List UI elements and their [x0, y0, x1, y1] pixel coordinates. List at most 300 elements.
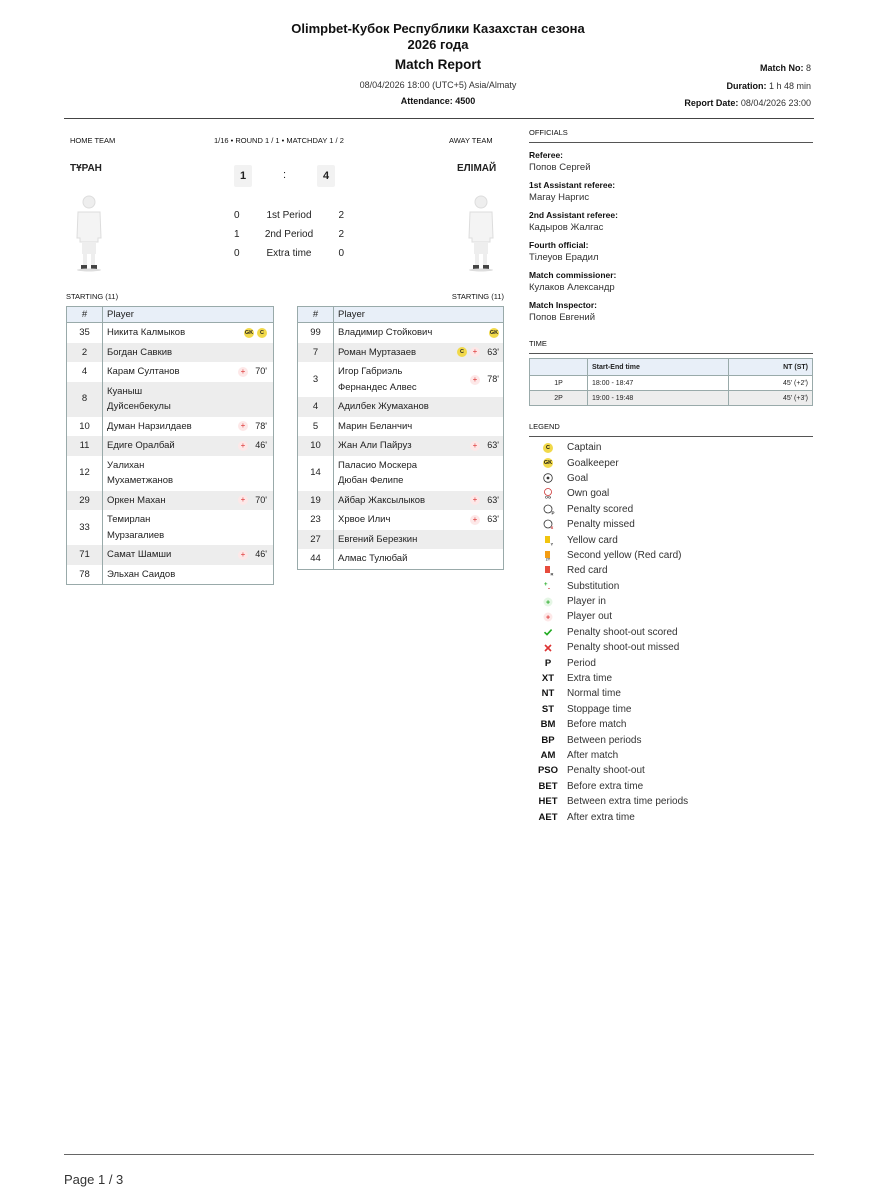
player-cell-content — [338, 512, 499, 528]
player-number: 35 — [67, 323, 103, 343]
legend-text: Between periods — [567, 734, 642, 746]
svg-text:+: + — [545, 599, 551, 607]
player-name: Алмас Тулюбай — [338, 553, 408, 564]
player-name: Эльхан Саидов — [107, 568, 176, 580]
legend-text: Penalty shoot-out scored — [567, 626, 678, 638]
duration-label: Duration: — [726, 81, 767, 91]
player-cell-content — [338, 493, 499, 509]
player-number: 4 — [67, 362, 103, 382]
legend-item — [529, 609, 813, 624]
legend-item — [529, 517, 813, 532]
player-number: 4 — [298, 397, 334, 417]
player-badges — [439, 345, 499, 361]
player-cell — [103, 491, 274, 511]
player-out-icon: + — [470, 441, 480, 451]
time-nt-st: 45' (+3') — [728, 391, 812, 406]
player-cell — [334, 456, 504, 491]
time-nt-st: 45' (+2') — [728, 376, 812, 391]
period-scores — [234, 206, 344, 263]
column-header-start-end: Start-End time — [588, 359, 729, 376]
legend-symbol — [529, 643, 567, 653]
player-name: Карам Султанов — [107, 366, 180, 377]
player-name: Паласио Москера Дюбан Фелипе — [338, 459, 418, 486]
report-date — [684, 98, 811, 108]
player-cell — [103, 510, 274, 545]
official-item — [529, 150, 813, 173]
official-item — [529, 180, 813, 203]
legend-item — [529, 794, 813, 809]
svg-text:-: - — [548, 586, 550, 593]
table-row — [298, 456, 504, 491]
player-number: 10 — [67, 417, 103, 437]
column-header-period — [530, 359, 588, 376]
legend-symbol — [529, 565, 567, 576]
player-badges — [207, 438, 267, 454]
player-number: 14 — [298, 456, 334, 491]
captain-badge-icon: C — [543, 443, 553, 453]
official-name: Тілеуов Ерадил — [529, 252, 599, 263]
player-name: Самат Шамши — [107, 549, 172, 560]
legend-item — [529, 440, 813, 455]
legend-text: Stoppage time — [567, 703, 632, 715]
period-name: 2nd Period — [264, 229, 314, 240]
player-cell — [334, 323, 504, 343]
period-row — [234, 244, 344, 263]
header-divider — [64, 118, 814, 119]
legend-symbol: ST — [541, 703, 555, 715]
player-number: 8 — [67, 382, 103, 417]
legend-item — [529, 455, 813, 470]
legend-text: Penalty shoot-out missed — [567, 642, 680, 654]
player-name: Владимир Стойкович — [338, 327, 433, 338]
player-badges — [439, 512, 499, 528]
player-number: 10 — [298, 436, 334, 456]
player-cell — [103, 565, 274, 585]
time-period: 1P — [530, 376, 588, 391]
page-number: Page 1 / 3 — [64, 1172, 124, 1187]
report-date-value: 08/04/2026 23:00 — [740, 98, 811, 108]
table-row — [67, 510, 274, 545]
table-header-row — [67, 307, 274, 323]
official-role: Match commissioner: — [529, 270, 617, 280]
player-cell-content — [107, 567, 269, 583]
svg-text:OG: OG — [544, 494, 552, 500]
player-cell — [103, 343, 274, 363]
substitution-minute: 63' — [487, 494, 499, 505]
player-number: 71 — [67, 545, 103, 565]
table-row — [67, 545, 274, 565]
goalkeeper-badge-icon: GK — [489, 329, 499, 336]
shootout-missed-icon — [543, 643, 553, 653]
table-row — [298, 323, 504, 343]
legend-item — [529, 502, 813, 517]
legend-text: Yellow card — [567, 534, 618, 546]
substitution-icon — [543, 581, 553, 591]
table-row — [67, 436, 274, 456]
player-number: 99 — [298, 323, 334, 343]
legend-symbol: AET — [538, 811, 558, 823]
period-row — [234, 206, 344, 225]
period-name: 1st Period — [266, 210, 312, 221]
goalkeeper-badge-icon: GK — [244, 329, 254, 336]
player-cell — [103, 436, 274, 456]
legend-symbol — [529, 504, 567, 515]
legend-text: Normal time — [567, 688, 621, 700]
player-name: Никита Калмыков — [107, 327, 186, 338]
player-out-icon: + — [470, 347, 480, 357]
period-row — [234, 225, 344, 244]
player-cell — [334, 436, 504, 456]
table-header-row — [298, 307, 504, 323]
player-badges — [207, 547, 267, 563]
player-cell-content — [338, 399, 499, 415]
player-cell-content — [107, 384, 269, 415]
time-period: 2P — [530, 391, 588, 406]
substitution-minute: 78' — [487, 373, 499, 384]
player-cell — [334, 343, 504, 363]
substitution-minute: 46' — [255, 549, 267, 559]
legend-text: Goal — [567, 472, 589, 484]
legend-symbol — [529, 581, 567, 591]
legend-item — [529, 748, 813, 763]
duration — [726, 81, 811, 91]
legend-symbol — [529, 458, 567, 468]
player-out-icon: + — [238, 495, 248, 505]
legend-item — [529, 702, 813, 717]
table-row — [67, 362, 274, 382]
footer-divider — [64, 1154, 814, 1155]
legend-symbol: NT — [541, 688, 555, 700]
player-name: Куаныш Дуйсенбекулы — [107, 385, 171, 412]
period-home-score: 1 — [234, 229, 240, 240]
legend-text: Penalty shoot-out — [567, 765, 645, 777]
substitution-minute: 70' — [255, 494, 267, 505]
season-title: 2026 года — [407, 37, 469, 52]
legend-text: Between extra time periods — [567, 796, 689, 808]
legend-item — [529, 594, 813, 609]
table-row — [530, 376, 813, 391]
column-header-player: Player — [103, 307, 274, 323]
away-lineup-table — [297, 306, 504, 570]
player-cell-content — [338, 345, 499, 361]
substitution-minute: 63' — [487, 346, 499, 357]
legend-item — [529, 732, 813, 747]
report-header — [0, 20, 848, 120]
official-role: 1st Assistant referee: — [529, 180, 616, 190]
table-row — [298, 397, 504, 417]
competition-title: Olimpbet-Кубок Республики Казахстан сезона — [291, 21, 585, 36]
legend-title: LEGEND — [529, 422, 813, 437]
player-in-icon — [543, 597, 553, 607]
legend-symbol — [529, 519, 567, 530]
match-number-value: 8 — [805, 63, 811, 73]
player-cell-content — [338, 438, 499, 454]
goalkeeper-badge-icon: GK — [543, 460, 553, 467]
table-row — [298, 510, 504, 530]
player-name: Роман Муртазаев — [338, 346, 417, 358]
legend-symbol — [529, 488, 567, 499]
player-cell-content — [107, 438, 269, 454]
legend-text: Second yellow (Red card) — [567, 549, 682, 561]
player-number: 27 — [298, 530, 334, 550]
official-name: Магау Наргис — [529, 192, 590, 203]
table-row — [298, 417, 504, 437]
svg-text:×: × — [550, 525, 553, 532]
legend-item — [529, 579, 813, 594]
away-starting-label: STARTING (11) — [451, 292, 504, 301]
official-role: Fourth official: — [529, 240, 589, 250]
substitution-minute: 63' — [487, 440, 499, 450]
substitution-minute: 63' — [487, 514, 499, 524]
official-name: Кадыров Жалгас — [529, 222, 604, 233]
legend-item — [529, 640, 813, 655]
table-row — [67, 323, 274, 343]
player-badges — [439, 372, 499, 388]
player-cell-content — [107, 458, 269, 489]
legend-list — [529, 440, 813, 825]
table-row — [298, 530, 504, 550]
player-name: Игор Габриэль Фернандес Алвес — [338, 366, 417, 393]
away-team-name: ЕЛІМАЙ — [457, 163, 497, 174]
player-name: Адилбек Жумаханов — [338, 401, 429, 412]
captain-badge-icon: C — [257, 328, 267, 338]
officials-list — [529, 150, 813, 323]
legend-symbol — [529, 627, 567, 637]
shootout-scored-icon — [543, 627, 553, 637]
player-cell — [103, 545, 274, 565]
player-name: Оркен Махан — [107, 494, 166, 506]
column-header-number: # — [298, 307, 334, 323]
table-row — [298, 362, 504, 397]
player-name: Жан Али Пайруз — [338, 440, 412, 451]
away-player-silhouette-icon — [466, 194, 496, 272]
legend-item — [529, 717, 813, 732]
away-team-label: AWAY TEAM — [449, 136, 493, 145]
table-row — [298, 436, 504, 456]
player-cell — [334, 530, 504, 550]
official-role: 2nd Assistant referee: — [529, 210, 618, 220]
player-cell-content — [107, 345, 269, 361]
table-row — [67, 417, 274, 437]
player-number: 11 — [67, 436, 103, 456]
official-item — [529, 210, 813, 233]
legend-symbol — [529, 535, 567, 546]
legend-text: Penalty missed — [567, 519, 635, 531]
substitution-minute: 70' — [255, 366, 267, 376]
home-starting-label: STARTING (11) — [66, 292, 119, 301]
table-row — [67, 456, 274, 491]
report-title: Match Report — [394, 57, 482, 72]
red-card-icon — [543, 565, 553, 576]
player-out-icon: + — [470, 375, 480, 385]
player-cell — [334, 362, 504, 397]
second-yellow-icon — [543, 550, 553, 561]
player-name: Едиге Оралбай — [107, 440, 175, 451]
period-away-score: 0 — [338, 248, 344, 259]
player-badges — [207, 419, 267, 435]
away-score: 4 — [317, 165, 335, 187]
table-row — [530, 391, 813, 406]
period-name: Extra time — [266, 248, 312, 259]
home-team-label: HOME TEAM — [70, 136, 116, 145]
legend-symbol: BP — [541, 734, 555, 746]
legend-item — [529, 486, 813, 501]
table-header-row — [530, 359, 813, 376]
sidebar-section — [529, 128, 813, 825]
legend-symbol — [529, 612, 567, 622]
player-name: Хрвое Илич — [338, 514, 391, 525]
legend-item — [529, 809, 813, 824]
player-badges — [207, 493, 267, 509]
player-cell-content — [338, 532, 499, 548]
table-row — [67, 382, 274, 417]
legend-item — [529, 625, 813, 640]
table-row — [298, 343, 504, 363]
official-item — [529, 270, 813, 293]
player-cell-content — [338, 419, 499, 435]
legend-symbol: P — [544, 657, 552, 669]
ball-icon — [543, 473, 553, 483]
legend-text: Red card — [567, 565, 608, 577]
period-home-score: 0 — [234, 210, 240, 221]
player-number: 33 — [67, 510, 103, 545]
player-number: 78 — [67, 565, 103, 585]
player-out-icon: + — [470, 515, 480, 525]
legend-item — [529, 763, 813, 778]
player-cell-content — [107, 512, 269, 543]
legend-item — [529, 548, 813, 563]
player-cell — [103, 382, 274, 417]
player-out-icon: + — [238, 421, 248, 431]
player-badges — [439, 493, 499, 509]
legend-symbol — [529, 550, 567, 561]
period-away-score: 2 — [338, 229, 344, 240]
player-cell — [334, 397, 504, 417]
player-number: 3 — [298, 362, 334, 397]
legend-item — [529, 471, 813, 486]
svg-text:R: R — [550, 571, 554, 577]
player-number: 7 — [298, 343, 334, 363]
legend-text: Extra time — [567, 673, 613, 685]
substitution-minute: 46' — [255, 440, 267, 450]
player-out-icon — [543, 612, 553, 622]
player-cell — [103, 323, 274, 343]
svg-text:Y: Y — [550, 541, 554, 547]
column-header-player: Player — [334, 307, 504, 323]
captain-badge-icon: C — [457, 347, 467, 357]
table-row — [298, 491, 504, 511]
player-cell-content — [338, 551, 499, 567]
legend-text: Substitution — [567, 580, 620, 592]
official-item — [529, 240, 813, 263]
player-cell — [103, 456, 274, 491]
player-number: 23 — [298, 510, 334, 530]
official-name: Попов Евгений — [529, 312, 596, 323]
table-row — [67, 343, 274, 363]
legend-text: Period — [567, 657, 596, 669]
player-name: Думан Нарзилдаев — [107, 420, 192, 432]
legend-item — [529, 671, 813, 686]
legend-symbol: PSO — [537, 765, 559, 777]
player-cell — [334, 491, 504, 511]
player-out-icon: + — [238, 441, 248, 451]
player-cell — [103, 417, 274, 437]
legend-text: After match — [567, 750, 619, 761]
player-name: Богдан Савкив — [107, 346, 173, 358]
official-item — [529, 300, 813, 323]
own-goal-icon — [543, 488, 553, 499]
legend-symbol — [529, 597, 567, 607]
svg-text:+: + — [544, 582, 548, 589]
legend-text: Goalkeeper — [567, 457, 619, 469]
legend-symbol: AM — [540, 750, 556, 761]
legend-text: Captain — [567, 442, 602, 454]
legend-text: Before match — [567, 719, 627, 731]
player-cell-content — [338, 325, 499, 341]
svg-text:P: P — [551, 510, 555, 516]
legend-item — [529, 686, 813, 701]
player-cell-content — [107, 547, 269, 563]
player-badges — [207, 364, 267, 380]
player-cell-content — [107, 419, 269, 435]
player-cell-content — [338, 364, 499, 395]
player-cell-content — [107, 325, 269, 341]
legend-item — [529, 655, 813, 670]
svg-text:+: + — [545, 614, 551, 622]
duration-value: 1 h 48 min — [768, 81, 811, 91]
home-lineup-table — [66, 306, 274, 585]
official-role: Referee: — [529, 150, 564, 160]
player-number: 19 — [298, 491, 334, 511]
player-number: 12 — [67, 456, 103, 491]
period-away-score: 2 — [338, 210, 344, 221]
official-role: Match Inspector: — [529, 300, 598, 310]
official-name: Кулаков Александр — [529, 282, 615, 293]
match-number-label: Match No: — [759, 63, 804, 73]
player-badges — [207, 328, 267, 338]
table-row — [298, 549, 504, 569]
legend-text: Penalty scored — [567, 503, 634, 515]
svg-text:2Y: 2Y — [545, 557, 551, 562]
legend-text: Player out — [567, 611, 613, 623]
legend-item — [529, 779, 813, 794]
player-number: 2 — [67, 343, 103, 363]
player-cell — [334, 417, 504, 437]
officials-title: OFFICIALS — [529, 128, 813, 143]
player-name: Марин Беланчич — [338, 420, 413, 432]
time-title: TIME — [529, 339, 813, 354]
table-row — [67, 491, 274, 511]
player-cell — [334, 549, 504, 569]
report-date-label: Report Date: — [684, 98, 739, 108]
player-name: Уалихан Мухаметжанов — [107, 459, 174, 486]
time-table — [529, 358, 813, 406]
penalty-scored-icon — [543, 504, 554, 515]
legend-text: Before extra time — [567, 780, 644, 792]
match-datetime: 08/04/2026 18:00 (UTC+5) Asia/Almaty — [359, 80, 517, 90]
time-range: 18:00 - 18:47 — [588, 376, 729, 391]
home-score: 1 — [234, 165, 252, 187]
legend-symbol — [529, 473, 567, 483]
round-info: 1/16 • ROUND 1 / 1 • MATCHDAY 1 / 2 — [214, 136, 344, 145]
legend-text: Own goal — [567, 488, 610, 500]
home-team-name: ТҰРАН — [70, 163, 102, 174]
legend-symbol: HET — [538, 796, 558, 808]
table-row — [67, 565, 274, 585]
player-number: 5 — [298, 417, 334, 437]
legend-item — [529, 563, 813, 578]
player-name: Темирлан Мурзагалиев — [107, 514, 165, 541]
